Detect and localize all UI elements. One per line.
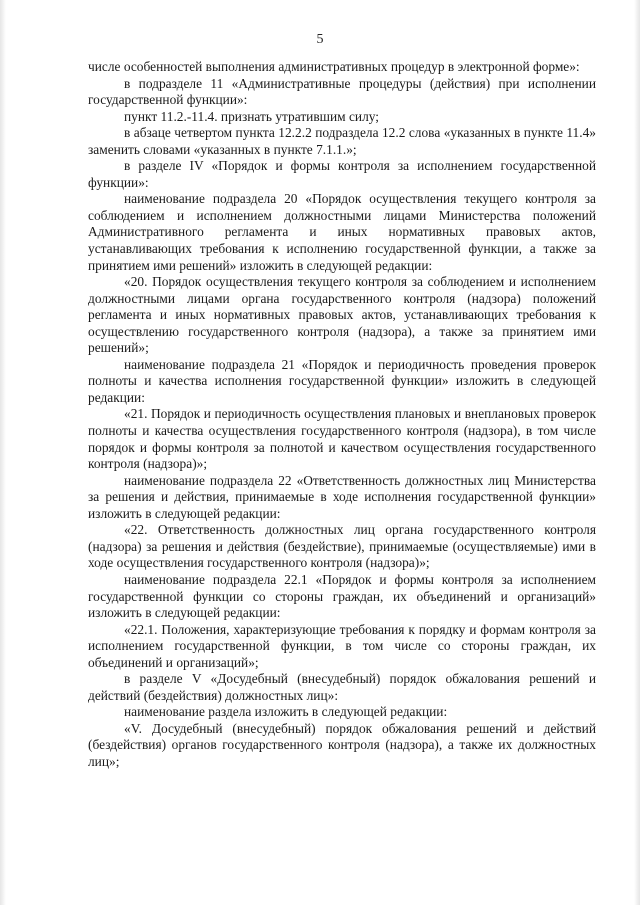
page-edge-left [0,0,6,905]
paragraph-15: наименование раздела изложить в следующей редакции: [124,704,448,720]
paragraph-8: наименование подраздела 21 «Порядок и периодичность проведения проверок полноты и качества исполнения государственной функции» изложить в следующей редакции: [88,356,596,405]
paragraph-9: «21. Порядок и периодичность осуществления плановых и внеплановых проверок полноты и качества осуществления государственного контроля (надзора), в том числе порядок и формы контроля за полнотой и качеством осуществления государственного контроля (надзора)»; [88,406,596,472]
paragraph-4: в абзаце четвертом пункта 12.2.2 подраздела 12.2 слова «указанных в пункте 11.4» заменить словами «указанных в пункте 7.1.1.»; [88,125,596,157]
paragraph-10: наименование подраздела 22 «Ответственность должностных лиц Министерства за решения и действия, принимаемые в ходе исполнения государственной функции» изложить в следующей редакции: [88,472,596,521]
paragraph-11: «22. Ответственность должностных лиц органа государственного контроля (надзора) за решения и действия (бездействие), принимаемые (осуществляемые) ими в ходе осуществления государственного контроля (надзора)»; [88,522,596,571]
paragraph-12: наименование подраздела 22.1 «Порядок и формы контроля за исполнением государственной функции со стороны граждан, их объединений и организаций» изложить в следующей редакции: [88,571,596,621]
paragraph-6: наименование подраздела 20 «Порядок осуществления текущего контроля за соблюдением и исполнением должностными лицами Министерства положений Административного регламента и иных нормативных правовых актов, устанавливающих требования к исполнению государственной функции, а также за принятием ими решений» изложить в следующей редакции: [88,191,596,273]
paragraph-14: в разделе V «Досудебный (внесудебный) порядок обжалования решений и действий (бездействия) должностных лиц»: [88,671,596,703]
paragraph-2: в подразделе 11 «Административные процедуры (действия) при исполнении государственной функции»: [88,75,596,108]
paragraph-1: числе особенностей выполнения административных процедур в электронной форме»: [88,59,580,74]
paragraph-16: «V. Досудебный (внесудебный) порядок обжалования решений и действий (бездействия) органов государственного контроля (надзора), а также их должностных лиц»; [88,720,596,769]
paragraph-3: пункт 11.2.-11.4. признать утратившим силу; [124,108,379,124]
paragraph-7: «20. Порядок осуществления текущего контроля за соблюдением и исполнением должностными лицами органа государственного контроля (надзора) положений регламента и иных нормативных правовых актов, устанавливающих требования к осуществлению государственного контроля (надзора), а также за принятием ими решений»; [88,274,596,356]
document-body [88,59,596,771]
paragraph-13: «22.1. Положения, характеризующие требования к порядку и формам контроля за исполнением государственной функции, в том числе со стороны граждан, их объединений и организаций»; [88,621,596,670]
paragraph-5: в разделе IV «Порядок и формы контроля за исполнением государственной функции»: [88,158,596,190]
page-number: 5 [316,32,324,47]
page-edge-right [634,0,640,905]
